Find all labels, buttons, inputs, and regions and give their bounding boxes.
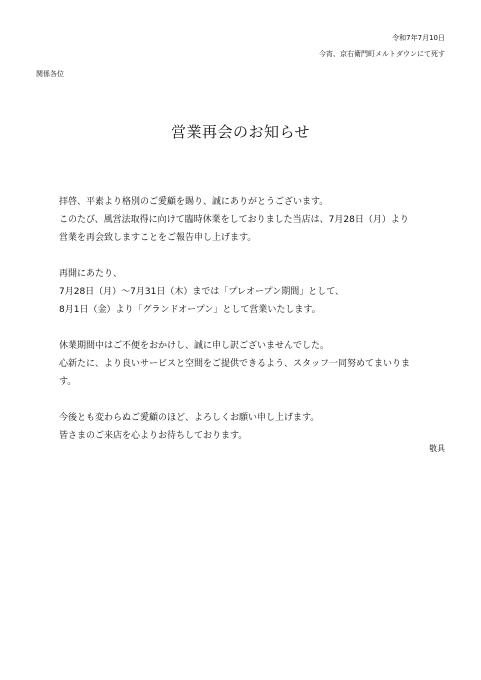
body-line: 営業を再会致しますことをご報告申し上げます。 (59, 233, 257, 243)
document-date: 令和7年7月10日 (392, 34, 445, 42)
body-line: 皆さまのご来店を心よりお待ちしております。 (59, 431, 248, 441)
letter-body (59, 193, 459, 463)
paragraph-closing-remarks (59, 409, 459, 445)
body-line: 再開にあたり、 (59, 269, 123, 279)
body-line: 今後とも変わらぬご愛顧のほど、よろしくお願い申し上げます。 (59, 413, 320, 423)
recipient-line: 関係各位 (36, 70, 64, 78)
body-line: 休業期間中はご不便をおかけし、誠に申し訳ございませんでした。 (59, 341, 330, 351)
paragraph-apology (59, 337, 459, 391)
body-line: す。 (59, 377, 77, 387)
body-line: 心新たに、より良いサービスと空間をご提供できるよう、スタッフ一同努めてまいりま (59, 359, 411, 369)
paragraph-greeting (59, 193, 459, 247)
page-title: 営業再会のお知らせ (170, 123, 311, 141)
paragraph-schedule (59, 265, 459, 319)
body-line: 7月28日（月）～7月31日（木）までは「プレオープン期間」として、 (59, 287, 345, 297)
body-line: このたび、風営法取得に向けて臨時休業をしておりました当店は、7月28日（月）より (59, 215, 409, 225)
body-line: 拝啓、平素より格別のご愛顧を賜り、誠にありがとうございます。 (59, 197, 329, 207)
closing-keigu: 敬具 (429, 444, 445, 453)
body-line: 8月1日（金）より「グランドオープン」として営業いたします。 (59, 305, 321, 315)
sender-name: 今宵、京右衛門町メルトダウンにて死す (319, 50, 445, 58)
